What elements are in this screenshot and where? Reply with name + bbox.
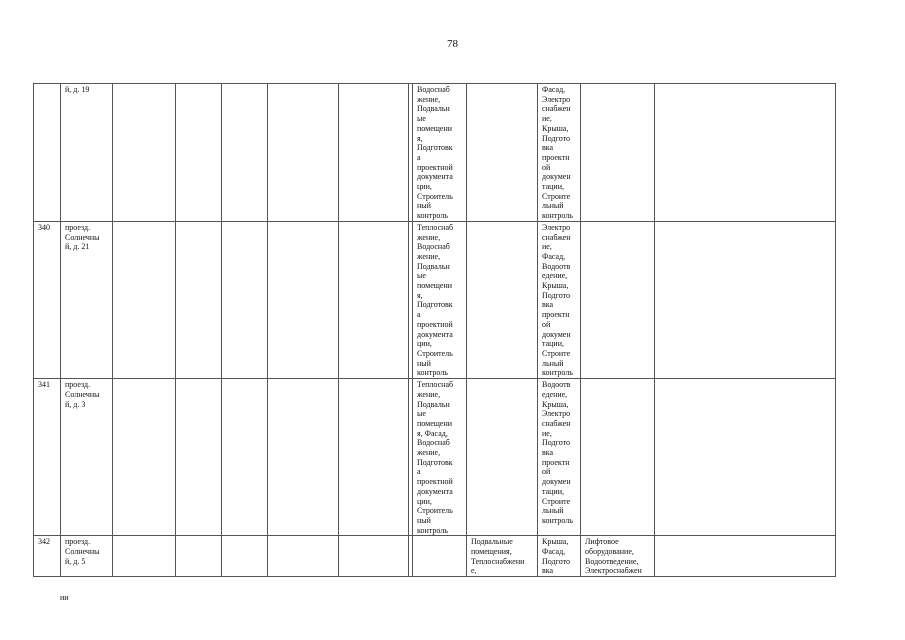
empty-cell bbox=[113, 84, 176, 222]
address-cell: проезд. Солнечны й, д. 3 bbox=[61, 379, 113, 536]
row-number-cell: 341 bbox=[34, 379, 61, 536]
empty-cell bbox=[268, 536, 339, 577]
works-cell: Фасад, Электро снабжен ие, Крыша, Подгото вка проектн ой докумен тации, Строите льный контроль bbox=[538, 84, 581, 222]
table-row bbox=[34, 221, 836, 378]
works-cell bbox=[413, 536, 467, 577]
empty-cell bbox=[222, 379, 268, 536]
works-cell: Водоснаб жение, Подвальн ые помещени я, Подготовк а проектной документа ции, Строитель ный контроль bbox=[413, 84, 467, 222]
empty-cell bbox=[655, 221, 836, 378]
empty-cell bbox=[222, 221, 268, 378]
works-cell: Теплоснаб жение, Водоснаб жение, Подвальн ые помещени я, Подготовк а проектной документа ции, Строитель ный контроль bbox=[413, 221, 467, 378]
works-cell: Электро снабжен ие, Фасад, Водоотв едение, Крыша, Подгото вка проектн ой докумен тации, Строите льный контроль bbox=[538, 221, 581, 378]
row-number-cell: 340 bbox=[34, 221, 61, 378]
works-cell bbox=[581, 221, 655, 378]
table-row bbox=[34, 536, 836, 577]
works-cell bbox=[581, 379, 655, 536]
empty-cell bbox=[176, 221, 222, 378]
row-number-cell: 342 bbox=[34, 536, 61, 577]
address-cell: й, д. 19 bbox=[61, 84, 113, 222]
works-cell: Крыша, Фасад, Подгото вка bbox=[538, 536, 581, 577]
empty-cell bbox=[339, 379, 409, 536]
table-row bbox=[34, 84, 836, 222]
address-cell: проезд. Солнечны й, д. 5 bbox=[61, 536, 113, 577]
empty-cell bbox=[268, 379, 339, 536]
works-cell: Подвальные помещения, Теплоснабжени е, bbox=[467, 536, 538, 577]
empty-cell bbox=[113, 221, 176, 378]
empty-cell bbox=[268, 84, 339, 222]
address-cell: проезд. Солнечны й, д. 21 bbox=[61, 221, 113, 378]
empty-cell bbox=[222, 84, 268, 222]
empty-cell bbox=[176, 536, 222, 577]
empty-cell bbox=[339, 536, 409, 577]
works-cell bbox=[467, 379, 538, 536]
empty-cell bbox=[113, 536, 176, 577]
empty-cell bbox=[222, 536, 268, 577]
page-number: 78 bbox=[447, 38, 458, 50]
works-cell bbox=[467, 84, 538, 222]
empty-cell bbox=[655, 379, 836, 536]
empty-cell bbox=[339, 84, 409, 222]
empty-cell bbox=[268, 221, 339, 378]
footer-note: ии bbox=[60, 593, 69, 602]
works-cell: Водоотв едение, Крыша, Электро снабжен ие, Подгото вка проектн ой докумен тации, Строите льный контроль bbox=[538, 379, 581, 536]
table-row bbox=[34, 379, 836, 536]
empty-cell bbox=[339, 221, 409, 378]
works-cell: Теплоснаб жение, Подвальн ые помещени я, Фасад, Водоснаб жение, Подготовк а проектной документа ции, Строитель ный контроль bbox=[413, 379, 467, 536]
empty-cell bbox=[176, 379, 222, 536]
empty-cell bbox=[113, 379, 176, 536]
works-cell bbox=[467, 221, 538, 378]
empty-cell bbox=[655, 536, 836, 577]
works-cell bbox=[581, 84, 655, 222]
works-cell: Лифтовое оборудование, Водоотведение, Электроснабжен bbox=[581, 536, 655, 577]
empty-cell bbox=[655, 84, 836, 222]
row-number-cell bbox=[34, 84, 61, 222]
works-schedule-table bbox=[33, 83, 836, 577]
empty-cell bbox=[176, 84, 222, 222]
